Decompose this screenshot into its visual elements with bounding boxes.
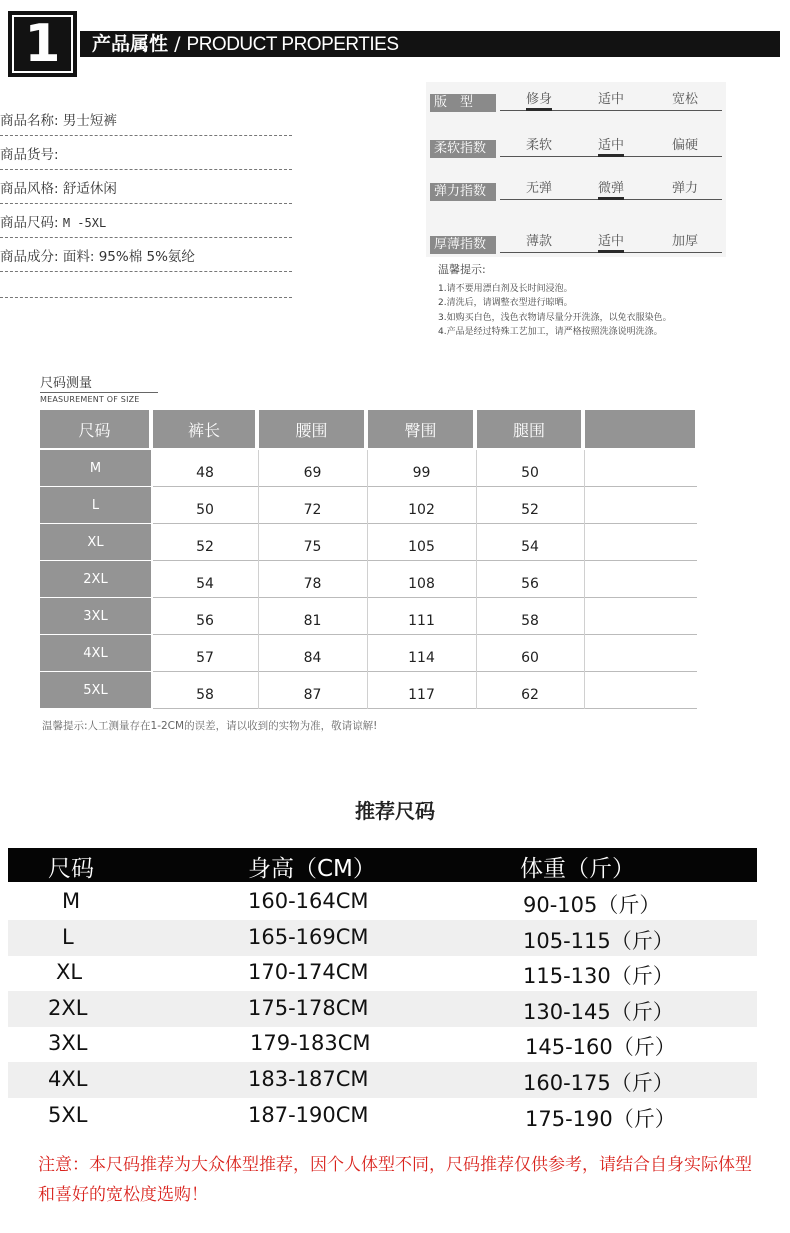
recommend-size: M	[62, 889, 81, 913]
recommend-height: 183-187CM	[248, 1067, 369, 1091]
measurement-size-cell: 5XL	[40, 672, 151, 708]
recommend-header-weight: 体重（斤）	[520, 856, 635, 882]
measurement-value-cell: 87	[303, 687, 322, 703]
section-title	[92, 31, 399, 57]
scale-label: 厚薄指数	[430, 236, 496, 254]
attr-value: 男士短裤	[62, 113, 117, 129]
recommend-size: 4XL	[48, 1067, 88, 1091]
recommend-height: 170-174CM	[248, 960, 369, 985]
measurement-size-cell: 2XL	[40, 561, 151, 597]
scale-fit	[430, 88, 722, 112]
attr-product-code	[0, 136, 292, 170]
measurement-value-cell: 48	[196, 465, 214, 481]
scale-thickness	[430, 230, 722, 254]
recommend-size: 2XL	[48, 995, 88, 1020]
recommend-row	[8, 1062, 757, 1098]
scale-option-selected: 微弹	[598, 177, 624, 200]
scale-option: 加厚	[672, 234, 699, 249]
care-tip-item: 2.清洗后，请调整衣型进行晾晒。	[438, 298, 573, 308]
scale-option: 宽松	[672, 92, 699, 107]
care-tip-item: 3.如购买白色，浅色衣物请尽量分开洗涤，以免衣服染色。	[438, 312, 672, 323]
attr-label: 商品尺码:	[0, 215, 59, 231]
measurement-value-cell: 69	[303, 465, 322, 481]
recommend-height: 165-169CM	[248, 924, 369, 949]
recommend-height: 179-183CM	[250, 1031, 371, 1056]
measurement-value-cell: 99	[412, 465, 431, 481]
attr-value: 面料: 95%棉 5%氨纶	[62, 249, 195, 265]
scale-label: 柔软指数	[430, 140, 496, 158]
recommend-weight: 115-130（斤）	[523, 964, 674, 989]
recommend-row	[8, 991, 757, 1027]
recommend-weight: 145-160（斤）	[525, 1035, 676, 1060]
care-tips	[438, 263, 672, 340]
measurement-header-cell: 尺码	[40, 410, 151, 448]
attr-product-style	[0, 170, 292, 204]
recommend-header-height: 身高（CM）	[248, 856, 376, 882]
recommend-row	[8, 920, 757, 956]
measurement-value-cell: 108	[408, 576, 435, 592]
measurement-value-cell: 114	[408, 650, 435, 666]
scale-option: 弹力	[672, 181, 699, 196]
recommend-row	[8, 955, 757, 991]
measurement-header-cell: 裤长	[153, 410, 257, 448]
section-title-separator: /	[174, 33, 181, 55]
measurement-value-cell: 58	[521, 613, 539, 629]
measurement-column-divider	[367, 450, 368, 709]
property-scales	[426, 82, 726, 257]
care-tips-title: 温馨提示:	[438, 263, 486, 276]
measurement-caption: 尺码测量	[40, 376, 93, 391]
recommend-height: 160-164CM	[248, 889, 369, 913]
measurement-row-divider	[153, 708, 697, 709]
scale-option: 偏硬	[672, 138, 699, 153]
scale-option: 适中	[598, 92, 625, 107]
scale-option-selected: 修身	[526, 88, 552, 111]
measurement-header-cell: 臀围	[368, 410, 475, 448]
measurement-subcaption: MEASUREMENT OF SIZE	[40, 392, 158, 404]
scale-label: 版 型	[430, 94, 496, 112]
measurement-value-cell: 78	[303, 576, 322, 592]
measurement-row-divider	[153, 560, 697, 561]
measurement-value-cell: 54	[196, 576, 214, 592]
attr-value: M -5XL	[62, 216, 107, 230]
measurement-value-cell: 62	[521, 687, 539, 703]
measurement-row-divider	[153, 523, 697, 524]
measurement-row-divider	[153, 486, 697, 487]
recommend-header	[8, 848, 757, 882]
recommend-height: 175-178CM	[248, 995, 369, 1020]
recommend-note: 注意：本尺码推荐为大众体型推荐，因个人体型不同，尺码推荐仅供参考，请结合自身实际体型和喜好的宽松度选购！	[38, 1155, 752, 1205]
measurement-value-cell: 56	[196, 613, 214, 629]
measurement-note: 温馨提示:人工测量存在1-2CM的误差，请以收到的实物为准，敬请谅解!	[42, 720, 378, 732]
measurement-row-divider	[153, 597, 697, 598]
measurement-value-cell: 56	[521, 576, 539, 592]
measurement-size-cell: XL	[40, 524, 151, 560]
measurement-size-cell: 3XL	[40, 598, 151, 634]
measurement-header-cell: 腿围	[477, 410, 583, 448]
care-tip-item: 1.请不要用漂白剂及长时间浸泡。	[438, 283, 573, 294]
measurement-value-cell: 117	[408, 687, 435, 703]
section-number-badge	[8, 11, 77, 77]
scale-option-selected: 适中	[598, 134, 624, 157]
measurement-value-cell: 57	[196, 650, 214, 666]
measurement-value-cell: 81	[303, 613, 322, 629]
attr-label: 商品风格:	[0, 181, 59, 197]
measurement-size-cell: M	[40, 450, 151, 486]
measurement-value-cell: 72	[303, 502, 322, 518]
measurement-value-cell: 50	[196, 502, 214, 518]
recommend-size: L	[62, 924, 74, 949]
measurement-size-cell: L	[40, 487, 151, 523]
measurement-header-cell: 腰围	[259, 410, 366, 448]
measurement-value-cell: 58	[196, 687, 214, 703]
measurement-table	[40, 410, 697, 710]
measurement-value-cell: 60	[521, 650, 539, 666]
measurement-value-cell: 84	[303, 650, 322, 666]
section-number: 1	[24, 14, 61, 74]
scale-softness	[430, 134, 722, 158]
recommend-weight: 175-190（斤）	[525, 1106, 676, 1131]
measurement-value-cell: 50	[521, 465, 539, 481]
section-title-en: PRODUCT PROPERTIES	[186, 34, 399, 55]
measurement-value-cell: 75	[303, 539, 322, 555]
scale-option-selected: 适中	[598, 230, 624, 253]
scale-elasticity	[430, 177, 722, 201]
measurement-value-cell: 105	[408, 539, 435, 555]
recommend-row	[8, 1098, 757, 1134]
measurement-row-divider	[153, 634, 697, 635]
measurement-value-cell: 102	[408, 502, 435, 518]
attr-label: 商品名称:	[0, 113, 59, 129]
recommend-title: 推荐尺码	[355, 799, 435, 823]
measurement-value-cell: 54	[521, 539, 539, 555]
recommend-row	[8, 1026, 757, 1062]
recommend-size: XL	[56, 960, 83, 985]
recommend-weight: 160-175（斤）	[523, 1071, 674, 1095]
measurement-value-cell: 52	[196, 539, 214, 555]
attr-value: 舒适休闲	[62, 181, 117, 197]
recommend-row	[8, 884, 757, 920]
measurement-column-divider	[476, 450, 477, 709]
section-title-cn: 产品属性	[92, 33, 169, 55]
measurement-size-cell: 4XL	[40, 635, 151, 671]
attr-label: 商品货号:	[0, 147, 59, 163]
recommend-weight: 130-145（斤）	[523, 999, 674, 1024]
measurement-value-cell: 52	[521, 502, 539, 518]
measurement-column-divider	[584, 450, 585, 709]
scale-option: 薄款	[526, 234, 553, 249]
measurement-value-cell: 111	[408, 613, 435, 629]
measurement-row-divider	[153, 671, 697, 672]
attr-product-name	[0, 102, 292, 136]
measurement-header-cell	[585, 410, 697, 448]
scale-option: 无弹	[526, 181, 553, 196]
attr-product-size	[0, 204, 292, 238]
recommend-weight: 105-115（斤）	[523, 928, 674, 953]
scale-option: 柔软	[526, 138, 553, 153]
recommend-size: 3XL	[48, 1031, 88, 1056]
recommend-height: 187-190CM	[248, 1102, 369, 1127]
recommend-weight: 90-105（斤）	[523, 893, 661, 917]
care-tip-item: 4.产品是经过特殊工艺加工，请严格按照洗涤说明洗涤。	[438, 327, 663, 337]
recommend-header-size: 尺码	[48, 856, 94, 882]
attr-empty	[0, 264, 292, 298]
scale-label: 弹力指数	[430, 183, 496, 201]
attr-label: 商品成分:	[0, 249, 59, 265]
measurement-column-divider	[258, 450, 259, 709]
recommend-size: 5XL	[48, 1102, 88, 1127]
